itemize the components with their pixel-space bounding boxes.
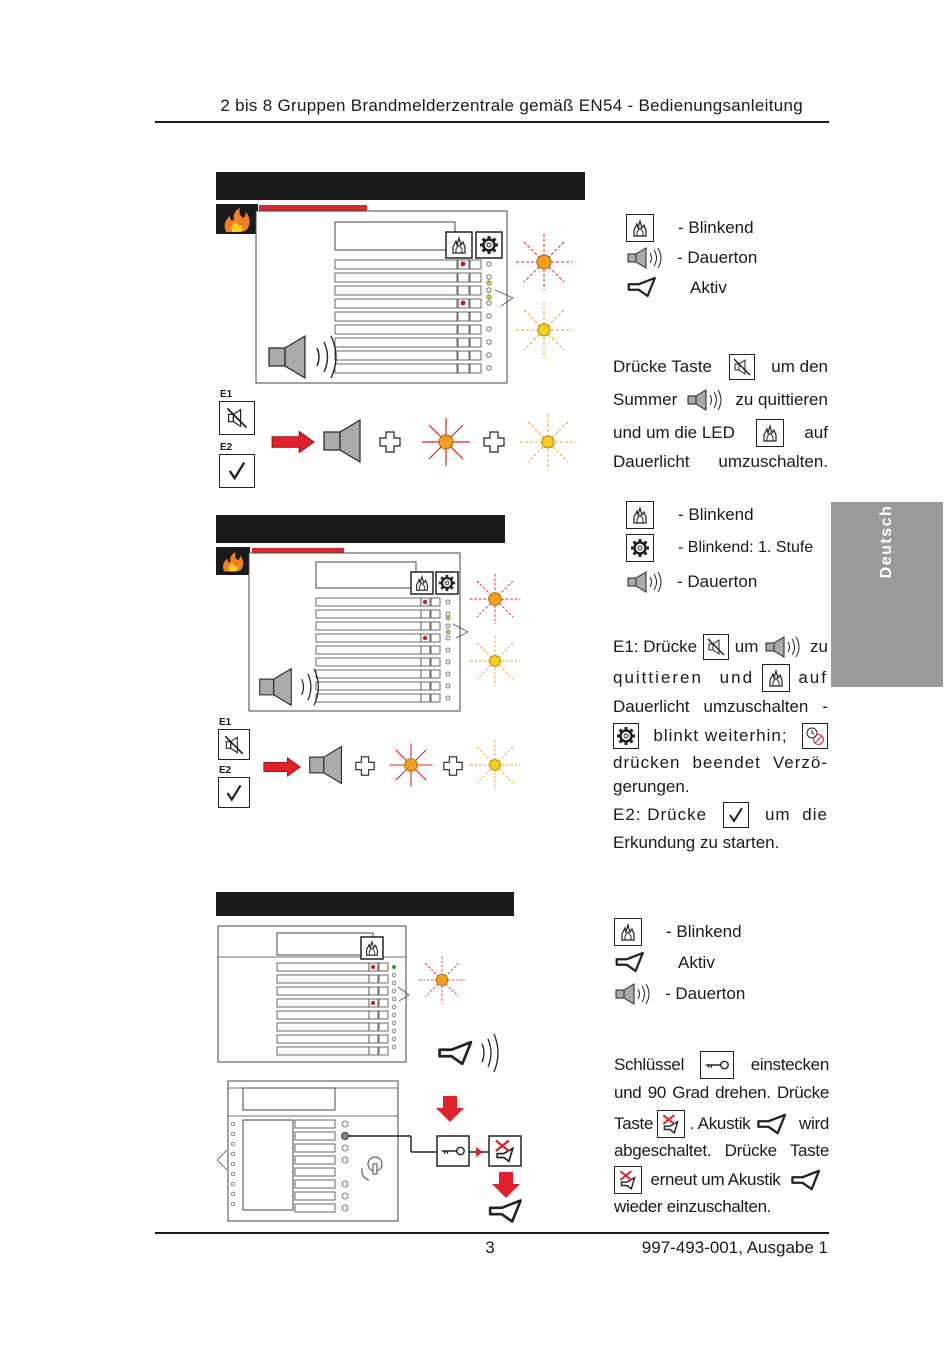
section3-title-bar xyxy=(216,892,514,916)
check-button-e2[interactable] xyxy=(218,777,250,808)
text-segment: E1: Drücke xyxy=(613,637,698,656)
text-segment: Taste xyxy=(614,1113,654,1133)
legend-item xyxy=(626,213,757,243)
text-line: Dauerlicht umzuschalten - xyxy=(613,697,828,716)
speaker-icon xyxy=(764,634,804,660)
text-segment: auf xyxy=(804,422,828,442)
horn-icon xyxy=(789,1167,829,1193)
text-segment: erneut um Akustik xyxy=(650,1169,781,1189)
sequence-illustration-2 xyxy=(262,740,532,792)
legend-text: - Blinkend xyxy=(678,218,754,237)
legend-text: Aktiv xyxy=(678,952,715,972)
legend-item xyxy=(626,565,813,598)
sequence-illustration-1 xyxy=(270,414,590,470)
section1-title-bar xyxy=(216,172,585,200)
legend-text: - Dauerton xyxy=(677,248,758,267)
legend-item xyxy=(614,947,745,978)
legend-text: - Dauerton xyxy=(665,983,746,1003)
legend-item xyxy=(614,978,745,1009)
text-segment: Schlüssel xyxy=(614,1055,685,1074)
e1-label: E1 xyxy=(220,389,233,400)
down-arrow-2 xyxy=(492,1170,522,1200)
legend-text: - Dauerton xyxy=(677,571,758,591)
flame-icon xyxy=(762,664,790,692)
fire-symbol xyxy=(216,204,258,234)
flame-icon xyxy=(626,214,654,242)
language-tab-label: Deutsch xyxy=(878,504,895,579)
text-segment: . Akustik xyxy=(689,1113,751,1133)
legend-text: - Blinkend: 1. Stufe xyxy=(678,539,814,556)
section1-instructions xyxy=(613,350,828,475)
key-icon xyxy=(700,1051,734,1079)
panel-illustration-2 xyxy=(248,552,538,714)
legend-item xyxy=(626,243,757,273)
e2-label: E2 xyxy=(219,765,232,776)
page-number: 3 xyxy=(485,1238,495,1257)
legend-item xyxy=(626,273,757,303)
delay-off-icon xyxy=(802,723,828,749)
text-segment: und um die LED xyxy=(613,422,735,442)
horn-icon xyxy=(626,275,666,301)
mute-icon xyxy=(703,634,729,660)
speaker-icon xyxy=(686,387,726,413)
legend-text: - Blinkend xyxy=(666,921,742,941)
horn-icon xyxy=(755,1111,795,1137)
horn-icon xyxy=(614,950,654,976)
text-line: abgeschaltet. Drücke Taste xyxy=(614,1141,829,1160)
text-line: wieder einzuschalten. xyxy=(614,1197,772,1216)
horn-mute-icon xyxy=(657,1110,685,1138)
down-arrow-1 xyxy=(436,1094,466,1124)
text-line: und 90 Grad drehen. Drücke xyxy=(614,1083,829,1102)
check-icon xyxy=(723,802,749,828)
horn-wave-illustration xyxy=(436,1030,506,1076)
panel-illustration-1 xyxy=(255,210,585,386)
gear-icon xyxy=(626,534,654,562)
mute-button-e1[interactable] xyxy=(219,401,255,435)
text-segment: wird xyxy=(799,1113,829,1133)
legend-item xyxy=(626,531,813,565)
section3-instructions xyxy=(614,1050,829,1221)
document-code: 997-493-001, Ausgabe 1 xyxy=(641,1238,828,1257)
speaker-icon xyxy=(626,569,666,595)
check-button-e2[interactable] xyxy=(219,454,255,488)
text-segment: einstecken xyxy=(750,1055,829,1074)
footer-rule xyxy=(155,1232,829,1234)
fire-symbol xyxy=(216,547,250,575)
speaker-icon xyxy=(626,245,666,271)
e1-label: E1 xyxy=(219,717,232,728)
language-tab[interactable] xyxy=(831,502,943,687)
section2-title-bar xyxy=(216,515,505,543)
fire-icon xyxy=(216,204,258,234)
text-segment: Summer xyxy=(613,389,678,409)
mute-icon xyxy=(729,354,755,380)
section2-instructions xyxy=(613,632,828,856)
text-segment: quittieren und xyxy=(613,668,755,687)
text-segment: zu quittieren xyxy=(735,389,828,409)
flame-icon xyxy=(626,501,654,529)
horn-icon xyxy=(487,1198,531,1224)
fire-icon xyxy=(216,547,250,575)
horn-mute-icon xyxy=(614,1166,642,1194)
text-line: drücken beendet Verzö- xyxy=(613,753,828,772)
text-segment: Drücke Taste xyxy=(613,356,712,376)
header-rule xyxy=(155,121,829,123)
text-segment: auf xyxy=(798,668,828,687)
mute-button-e1[interactable] xyxy=(218,729,250,760)
page-header-title: 2 bis 8 Gruppen Brandmelderzentrale gemäß EN54 - Bedienungsanleitung xyxy=(220,96,803,115)
text-segment: um xyxy=(734,637,759,656)
text-line: Dauerlicht umzuschalten. xyxy=(613,452,828,471)
text-segment: um die xyxy=(764,805,828,824)
text-segment: E2: Drücke xyxy=(613,805,708,824)
e2-label: E2 xyxy=(220,442,233,453)
legend-text: - Blinkend xyxy=(678,504,754,524)
text-segment: zu xyxy=(810,637,828,656)
legend-item xyxy=(614,916,745,947)
legend-text: Aktiv xyxy=(690,278,727,297)
flame-icon xyxy=(756,419,784,447)
gear-icon xyxy=(613,723,639,749)
legend-item xyxy=(626,498,813,531)
text-line: gerungen. xyxy=(613,777,690,796)
speaker-icon xyxy=(614,981,654,1007)
text-segment: blinkt weiterhin; xyxy=(653,726,788,745)
flame-icon xyxy=(614,918,642,946)
text-line: Erkundung zu starten. xyxy=(613,833,780,852)
text-segment: um den xyxy=(771,356,828,376)
